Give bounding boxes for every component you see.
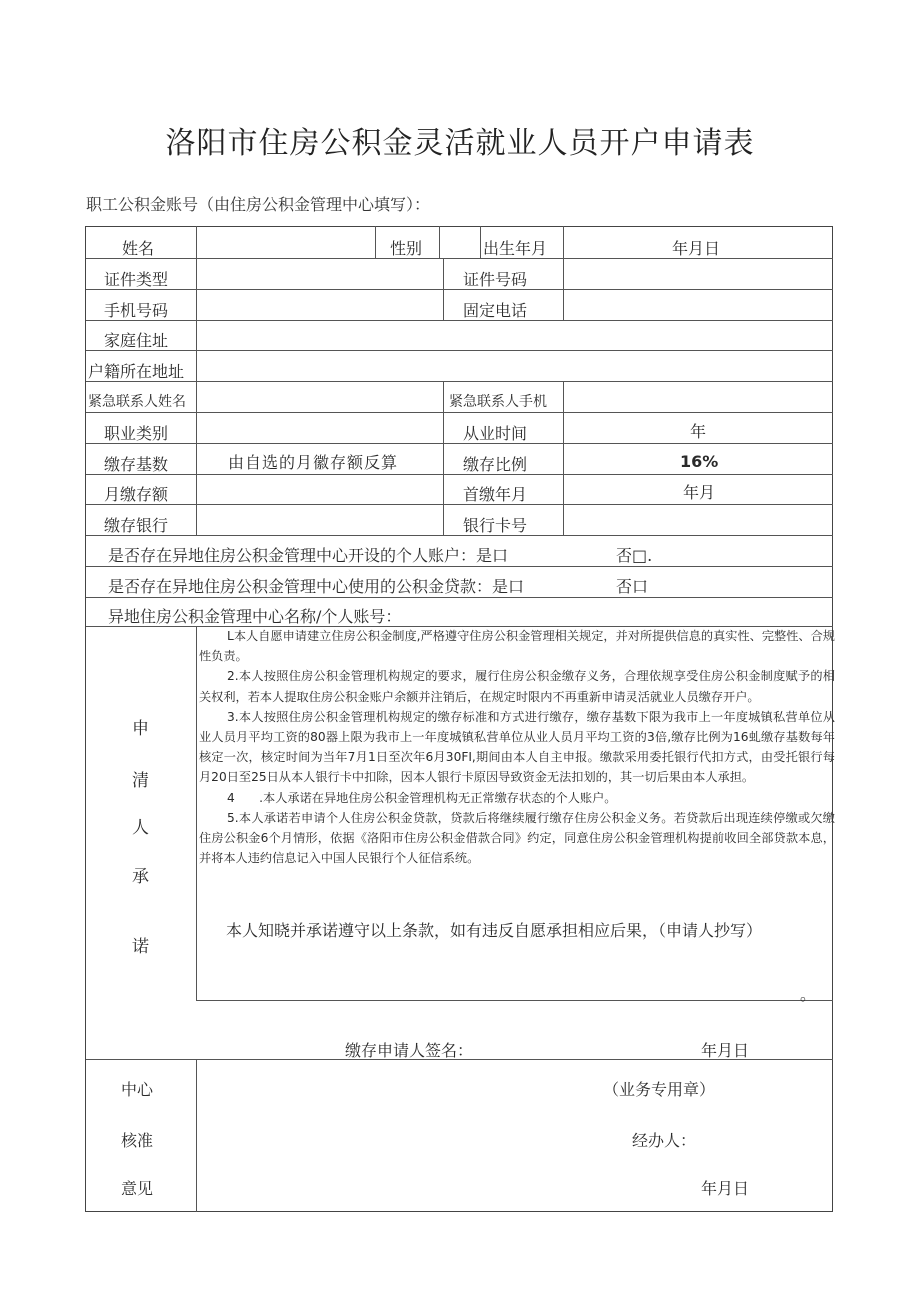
remote-loan-question: 是否存在异地住房公积金管理中心使用的公积金贷款：是口 — [108, 577, 525, 596]
mobile-label: 手机号码 — [104, 301, 169, 320]
promise-label-char: 诺 — [132, 937, 149, 957]
column-divider — [196, 626, 197, 1000]
monthly-amount-label: 月缴存额 — [104, 485, 169, 504]
business-seal-label: （业务专用章） — [603, 1080, 716, 1099]
job-time-label: 从业时间 — [463, 424, 528, 443]
center-label: 中心 — [121, 1080, 154, 1099]
birth-value[interactable]: 年月日 — [672, 239, 721, 258]
row-divider — [86, 258, 833, 259]
ratio-value: 16% — [680, 452, 719, 471]
promise-clauses — [199, 626, 835, 868]
row-divider — [86, 320, 833, 321]
handler-label: 经办人： — [632, 1131, 697, 1150]
column-divider — [443, 258, 444, 320]
row-divider — [86, 289, 833, 290]
base-label: 缴存基数 — [104, 455, 169, 474]
first-month-label: 首缴年月 — [463, 485, 528, 504]
promise-label-char: 承 — [132, 867, 149, 887]
opinion-label: 意见 — [121, 1179, 154, 1198]
emergency-name-label: 紧急联系人姓名 — [88, 394, 186, 410]
approval-label: 核准 — [121, 1131, 154, 1150]
column-divider — [443, 381, 444, 535]
column-divider — [196, 226, 197, 535]
promise-clause: 2.本人按照住房公积金管理机构规定的要求，履行住房公积金缴存义务，合理依规享受住房公积金制度赋予的相关权利，若本人提取住房公积金账户余额并注销后，在规定时限内不再重新申请灵活就业人员缴存开户。 — [199, 669, 835, 704]
row-divider — [86, 597, 833, 598]
promise-clause: 5.本人承诺若申请个人住房公积金贷款，贷款后将继续履行缴存住房公积金义务。若贷款后出现连续停缴或欠缴住房公积金6个月情形，依据《洛阳市住房公积金借款合同》约定，同意住房公积金管理机构提前收回全部贷款本息，并将本人违约信息记入中国人民银行个人征信系统。 — [199, 810, 835, 866]
center-date[interactable]: 年月日 — [701, 1179, 750, 1198]
row-divider — [86, 566, 833, 567]
name-label: 姓名 — [122, 239, 155, 258]
promise-label-char: 清 — [132, 771, 149, 791]
base-value: 由自选的月徽存额反算 — [228, 453, 399, 472]
hukou-address-label: 户籍所在地址 — [88, 362, 185, 381]
first-month-value[interactable]: 年月 — [683, 483, 716, 502]
page-title: 洛阳市住房公积金灵活就业人员开户申请表 — [165, 126, 755, 161]
ratio-label: 缴存比例 — [463, 455, 528, 474]
column-divider — [563, 381, 564, 535]
column-divider — [439, 226, 440, 258]
job-type-label: 职业类别 — [104, 424, 169, 443]
id-type-label: 证件类型 — [104, 270, 169, 289]
remote-center-label: 异地住房公积金管理中心名称/个人账号： — [108, 607, 402, 626]
row-divider — [86, 443, 833, 444]
row-divider — [86, 350, 833, 351]
promise-clause: 4 .本人承诺在异地住房公积金管理机构无正常缴存状态的个人账户。 — [227, 790, 617, 805]
gender-label: 性别 — [390, 239, 423, 258]
column-divider — [563, 226, 564, 320]
row-divider — [196, 1000, 833, 1001]
signature-date[interactable]: 年月日 — [701, 1041, 750, 1060]
bank-label: 缴存银行 — [104, 516, 169, 535]
signature-label: 缴存申请人签名： — [345, 1041, 474, 1060]
row-divider — [86, 504, 833, 505]
home-address-label: 家庭住址 — [104, 331, 169, 350]
emergency-phone-label: 紧急联系人手机 — [449, 394, 547, 410]
birth-label: 出生年月 — [483, 239, 548, 258]
declaration-end-mark: 。 — [800, 985, 817, 1004]
account-number-line: 职工公积金账号（由住房公积金管理中心填写）： — [86, 195, 431, 214]
promise-clause: 3.本人按照住房公积金管理机构规定的缴存标准和方式进行缴存，缴存基数下限为我市上一年度城镇私营单位从业人员月平均工资的80器上限为我市上一年度城镇私营单位从业人员月平均工资的3倍,缴存比例为16虬缴存基数每年核定一次，核定时间为当年7月1日至次年6月30FI,期间由本人自主申报。缴款采用委托银行代扣方式，由受托银行每月20日至25日从本人银行卡中扣除，因本人银行卡原因导致资金无法扣划的，其一切后果由本人承担。 — [199, 709, 835, 785]
declaration-text: 本人知晓并承诺遵守以上条款，如有违反自愿承担相应后果，（申请人抄写） — [226, 921, 763, 940]
row-divider — [86, 474, 833, 475]
promise-label-char: 人 — [132, 818, 149, 838]
column-divider — [375, 226, 376, 258]
column-divider — [480, 226, 481, 258]
row-divider — [86, 535, 833, 536]
job-time-value[interactable]: 年 — [690, 422, 707, 441]
remote-loan-no-checkbox[interactable]: 否口 — [616, 577, 649, 596]
promise-clause: L本人自愿申请建立住房公积金制度,严格遵守住房公积金管理相关规定，并对所提供信息的真实性、完整性、合规性负责。 — [199, 629, 835, 664]
row-divider — [86, 381, 833, 382]
row-divider — [86, 412, 833, 413]
remote-account-question: 是否存在异地住房公积金管理中心开设的个人账户：是口 — [108, 546, 509, 565]
bank-card-label: 银行卡号 — [463, 516, 528, 535]
promise-label-char: 申 — [132, 719, 149, 739]
column-divider — [196, 1059, 197, 1212]
id-number-label: 证件号码 — [463, 270, 528, 289]
remote-account-no-checkbox[interactable]: 否□. — [616, 546, 653, 565]
landline-label: 固定电话 — [463, 301, 528, 320]
